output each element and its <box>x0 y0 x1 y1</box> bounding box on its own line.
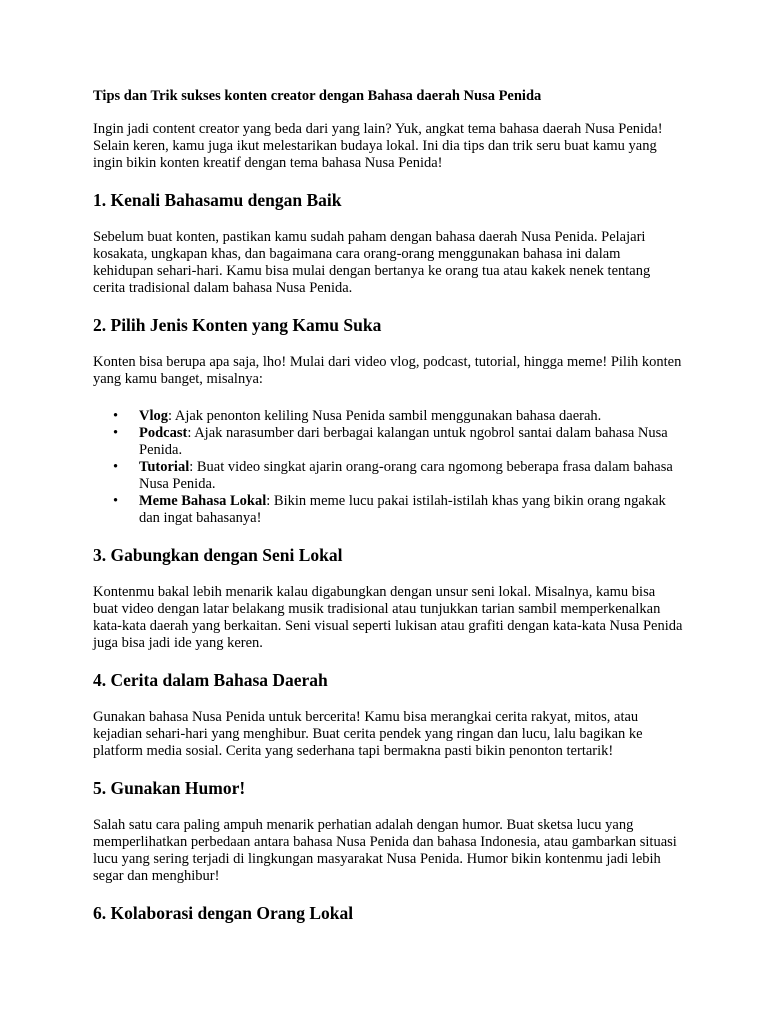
bullet-icon: • <box>113 425 119 441</box>
list-item-text: : Bikin meme lucu pakai istilah-istilah khas yang bikin orang ngakak dan ingat bahasanya! <box>139 493 666 526</box>
section-2-body: Konten bisa berupa apa saja, lho! Mulai dari video vlog, podcast, tutorial, hingga meme! Pilih konten yang kamu banget, misalnya: <box>93 354 682 387</box>
section-3-body: Kontenmu bakal lebih menarik kalau digabungkan dengan unsur seni lokal. Misalnya, kamu bisa buat video dengan latar belakang musik tradisional atau tunjukkan tarian sambil memperkenalkan kata-kata daerah yang berkaitan. Seni visual seperti lukisan atau grafiti dengan kata-kata Nusa Penida juga bisa jadi ide yang keren. <box>93 584 683 651</box>
section-4-body: Gunakan bahasa Nusa Penida untuk bercerita! Kamu bisa merangkai cerita rakyat, mitos, atau kejadian sehari-hari yang menghibur. Buat cerita pendek yang ringan dan lucu, lalu bagikan ke platform media sosial. Cerita yang sederhana tapi bermakna pasti bikin penonton tertarik! <box>93 709 643 759</box>
list-item-text: : Ajak narasumber dari berbagai kalangan untuk ngobrol santai dalam bahasa Nusa Penida. <box>139 425 668 458</box>
list-item-term: Meme Bahasa Lokal <box>139 493 267 509</box>
list-item <box>93 493 683 527</box>
list-item <box>93 408 683 425</box>
section-4-heading: 4. Cerita dalam Bahasa Daerah <box>93 670 328 690</box>
list-item-term: Tutorial <box>139 459 190 475</box>
bullet-icon: • <box>113 408 119 424</box>
list-item-term: Vlog <box>139 408 168 424</box>
section-6-heading: 6. Kolaborasi dengan Orang Lokal <box>93 903 354 923</box>
list-item-text: : Buat video singkat ajarin orang-orang cara ngomong beberapa frasa dalam bahasa Nusa Penida. <box>139 459 673 492</box>
content-type-list <box>93 408 683 527</box>
document-title: Tips dan Trik sukses konten creator dengan Bahasa daerah Nusa Penida <box>93 88 542 104</box>
section-1-body: Sebelum buat konten, pastikan kamu sudah paham dengan bahasa daerah Nusa Penida. Pelajari kosakata, ungkapan khas, dan bagaimana cara orang-orang menggunakan bahasa ini dalam kehidupan sehari-hari. Kamu bisa mulai dengan bertanya ke orang tua atau kakek nenek tentang cerita tradisional dalam bahasa Nusa Penida. <box>93 229 651 296</box>
document-page <box>93 88 683 923</box>
bullet-icon: • <box>113 493 119 509</box>
section-2-heading: 2. Pilih Jenis Konten yang Kamu Suka <box>93 315 382 335</box>
list-item <box>93 459 683 493</box>
intro-paragraph: Ingin jadi content creator yang beda dari yang lain? Yuk, angkat tema bahasa daerah Nusa Penida! Selain keren, kamu juga ikut melestarikan budaya lokal. Ini dia tips dan trik seru buat kamu yang ingin bikin konten kreatif dengan tema bahasa Nusa Penida! <box>93 121 663 171</box>
list-item-term: Podcast <box>139 425 188 441</box>
list-item-text: : Ajak penonton keliling Nusa Penida sambil menggunakan bahasa daerah. <box>168 408 602 424</box>
section-5-body: Salah satu cara paling ampuh menarik perhatian adalah dengan humor. Buat sketsa lucu yang memperlihatkan perbedaan antara bahasa Nusa Penida dan bahasa Indonesia, atau gambarkan situasi lucu yang sering terjadi di lingkungan masyarakat Nusa Penida. Humor bikin kontenmu jadi lebih segar dan menghibur! <box>93 817 677 884</box>
section-5-heading: 5. Gunakan Humor! <box>93 778 246 798</box>
list-item <box>93 425 683 459</box>
bullet-icon: • <box>113 459 119 475</box>
section-3-heading: 3. Gabungkan dengan Seni Lokal <box>93 545 343 565</box>
section-1-heading: 1. Kenali Bahasamu dengan Baik <box>93 190 342 210</box>
